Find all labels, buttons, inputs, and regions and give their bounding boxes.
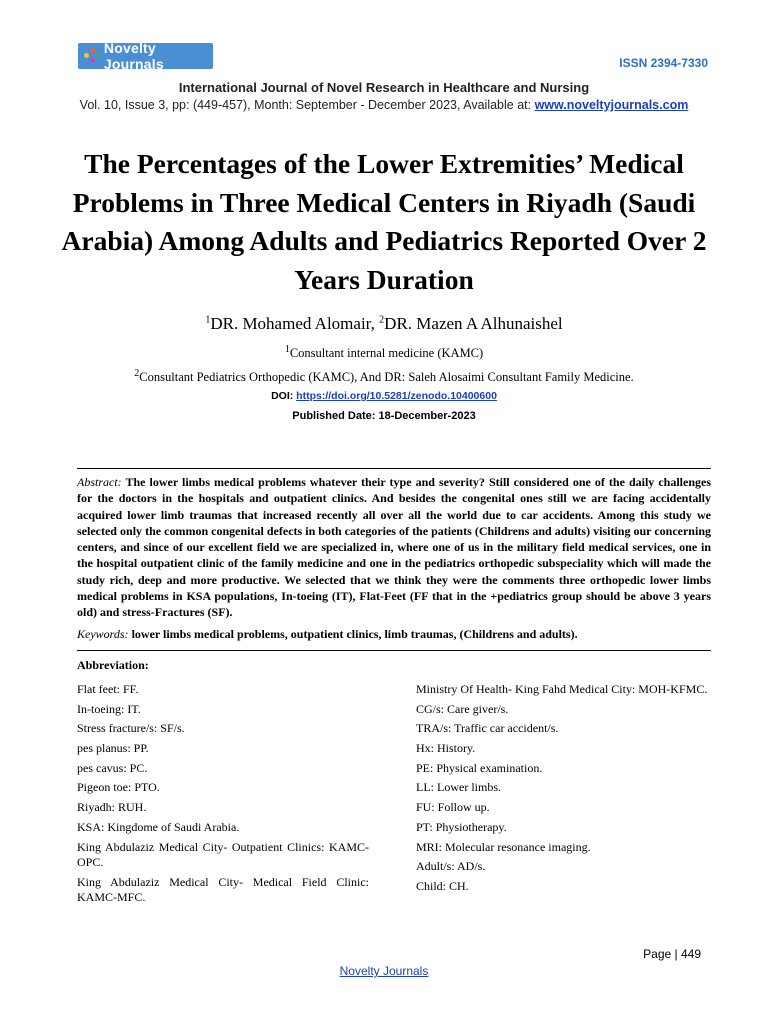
- list-item: Adult/s: AD/s.: [416, 859, 486, 874]
- issn-label: ISSN 2394-7330: [619, 56, 708, 70]
- list-item: TRA/s: Traffic car accident/s.: [416, 721, 559, 736]
- affiliation-2-superscript: 2: [134, 368, 140, 379]
- author-line: [0, 314, 768, 334]
- affiliation-1: [0, 344, 768, 361]
- keywords-text: lower limbs medical problems, outpatient clinics, limb traumas, (Childrens and adults).: [128, 627, 578, 641]
- list-item: KSA: Kingdome of Saudi Arabia.: [77, 819, 240, 834]
- list-item: Hx: History.: [416, 741, 476, 756]
- author2-superscript: 2: [379, 314, 385, 326]
- list-item: MRI: Molecular resonance imaging.: [416, 839, 591, 854]
- volume-line: [0, 98, 768, 112]
- abstract-bottom-rule: [77, 650, 711, 651]
- abstract-text: The lower limbs medical problems whatever their type and severity? Still considered one of the daily challenges for the doctors in the hospitals and outpatient clinics. And besides the congenital ones still we are facing accidentally acquired lower limb traumas that increased recently all over all the world due to car accidents. Among this study we selected only the common congenital defects in both categories of the patients (Childrens and adults) visiting our concerning centers, and since of our excellent field we are specialized in, where one of us in the military field medical services, one in the hospital outpatient clinic of the family medicine and one in the pediatrics orthopedic subspeciality which will made the study rich, deep and more productive. We selected that we think they were the comments three orthopedic lower limbs medical problems in KSA populations, In-toeing (IT), Flat-Feet (FF that in the +pediatrics group should be above 3 years old) and stress-Fractures (SF).: [77, 475, 711, 620]
- abbreviation-heading: Abbreviation:: [77, 658, 149, 672]
- affiliation-2: [0, 368, 768, 385]
- abstract-label: Abstract:: [77, 475, 122, 489]
- volume-info: Vol. 10, Issue 3, pp: (449-457), Month: September - December 2023, Available at:: [79, 98, 535, 112]
- journal-logo: [78, 40, 213, 72]
- author2-name: DR. Mazen A Alhunaishel: [384, 314, 563, 333]
- doi-line: [0, 390, 768, 402]
- abbreviation-list-left: [77, 682, 369, 910]
- footer: [0, 964, 768, 978]
- abstract-top-rule: [77, 468, 711, 469]
- affiliation-1-superscript: 1: [284, 344, 290, 355]
- list-item: PT: Physiotherapy.: [416, 819, 507, 834]
- list-item: King Abdulaziz Medical City- Medical Field Clinic: KAMC-MFC.: [77, 874, 369, 905]
- footer-journal-link[interactable]: Novelty Journals: [339, 964, 429, 978]
- abstract: [77, 474, 711, 621]
- doi-link[interactable]: https://doi.org/10.5281/zenodo.10400600: [296, 390, 497, 402]
- list-item: King Abdulaziz Medical City- Outpatient Clinics: KAMC-OPC.: [77, 839, 369, 869]
- list-item: CG/s: Care giver/s.: [416, 701, 509, 716]
- list-item: PE: Physical examination.: [416, 760, 543, 775]
- author1-name: DR. Mohamed Alomair,: [210, 314, 380, 333]
- page-number: Page | 449: [643, 947, 701, 961]
- affiliation-1-text: Consultant internal medicine (KAMC): [289, 346, 484, 361]
- logo-text: Novelty Journals: [103, 40, 164, 72]
- list-item: Stress fracture/s: SF/s.: [77, 721, 185, 736]
- abbreviation-list-right: [416, 682, 711, 899]
- list-item: pes cavus: PC.: [77, 760, 148, 775]
- doi-label: DOI:: [271, 390, 297, 402]
- journal-name: International Journal of Novel Research in Healthcare and Nursing: [178, 80, 590, 95]
- list-item: Flat feet: FF.: [77, 682, 139, 696]
- list-item: Pigeon toe: PTO.: [77, 780, 160, 795]
- list-item: In-toeing: IT.: [77, 701, 141, 716]
- list-item: Ministry Of Health- King Fahd Medical City: MOH-KFMC.: [416, 682, 708, 696]
- list-item: LL: Lower limbs.: [416, 780, 501, 795]
- list-item: Child: CH.: [416, 878, 469, 893]
- keywords-label: Keywords:: [77, 627, 129, 641]
- author1-superscript: 1: [205, 314, 211, 326]
- journal-website-link[interactable]: www.noveltyjournals.com: [534, 98, 689, 112]
- article-title: The Percentages of the Lower Extremities’ Medical Problems in Three Medical Centers in Riyadh (Saudi Arabia) Among Adults and Pediatrics Reported Over 2 Years Duration: [61, 148, 707, 295]
- list-item: Riyadh: RUH.: [77, 800, 147, 815]
- list-item: FU: Follow up.: [416, 800, 490, 815]
- affiliation-2-text: Consultant Pediatrics Orthopedic (KAMC), And DR: Saleh Alosaimi Consultant Family Medicine.: [139, 370, 634, 385]
- keywords: [77, 627, 711, 642]
- published-date: Published Date: 18-December-2023: [292, 410, 476, 422]
- list-item: pes planus: PP.: [77, 741, 149, 756]
- logo-dots-icon: [83, 47, 100, 65]
